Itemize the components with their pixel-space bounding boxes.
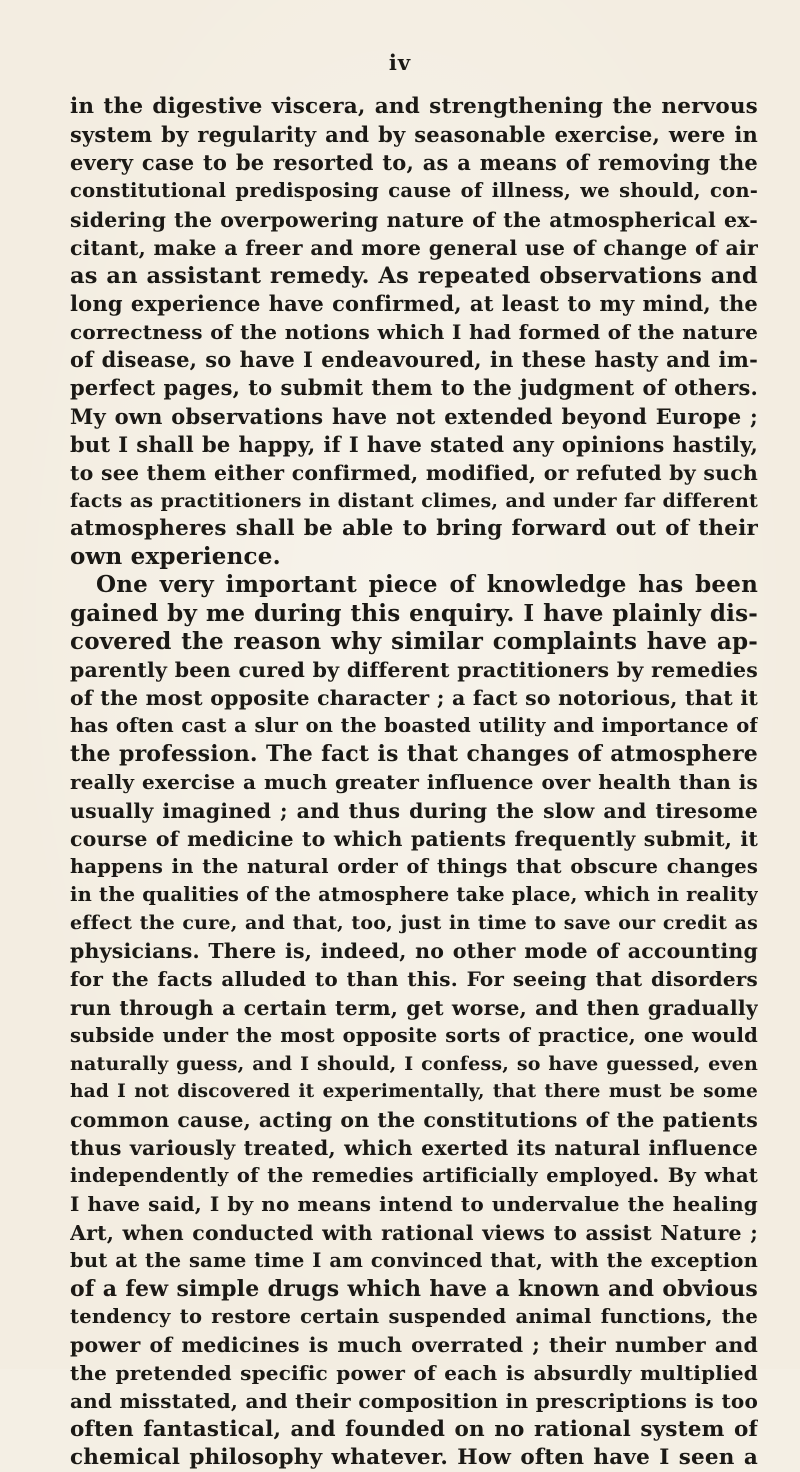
text-line: physicians. There is, indeed, no other mode of accounting (70, 939, 758, 964)
body-text (70, 93, 758, 1472)
text-line: facts as practitioners in distant climes, and under far different (70, 489, 758, 512)
text-line: and misstated, and their composition in prescriptions is too (70, 1389, 758, 1414)
text-line: correctness of the notions which I had formed of the nature (70, 320, 758, 345)
text-line: sidering the overpowering nature of the atmospherical ex- (70, 207, 758, 232)
text-line: naturally guess, and I should, I confess, so have guessed, even (70, 1052, 758, 1075)
text-line: long experience have confirmed, at least to my mind, the (70, 290, 758, 316)
text-line: to see them either confirmed, modified, or refuted by such (70, 460, 758, 485)
text-line: usually imagined ; and thus during the slow and tiresome (70, 798, 758, 823)
text-line: of a few simple drugs which have a known and obvious (70, 1275, 758, 1302)
text-line: gained by me during this enquiry. I have plainly dis- (70, 599, 758, 627)
text-line: common cause, acting on the constitutions of the patients (70, 1108, 758, 1133)
text-line: My own observations have not extended beyond Europe ; (70, 403, 758, 429)
text-line: the profession. The fact is that changes of atmosphere (70, 741, 758, 768)
text-line: had I not discovered it experimentally, that there must be some (70, 1080, 758, 1102)
text-line: but I shall be happy, if I have stated any opinions hastily, (70, 431, 758, 457)
text-line: run through a certain term, get worse, and then gradually (70, 995, 758, 1020)
text-line: effect the cure, and that, too, just in time to save our credit as (70, 912, 758, 935)
text-line: thus variously treated, which exerted its natural influence (70, 1136, 758, 1161)
text-line: but at the same time I am convinced that, with the exception (70, 1248, 758, 1272)
text-line: own experience. (70, 543, 281, 571)
text-line: tendency to restore certain suspended animal functions, the (70, 1305, 758, 1329)
text-line: often fantastical, and founded on no rational system of (70, 1416, 758, 1442)
text-line: I have said, I by no means intend to undervalue the healing (70, 1192, 758, 1217)
text-line: subside under the most opposite sorts of practice, one would (70, 1023, 758, 1047)
text-line: perfect pages, to submit them to the judgment of others. (70, 375, 758, 401)
page-number: iv (388, 50, 412, 75)
text-line: power of medicines is much overrated ; their number and (70, 1333, 758, 1358)
text-line: system by regularity and by seasonable exercise, were in (70, 122, 758, 148)
text-line: has often cast a slur on the boasted utility and importance of (70, 714, 758, 738)
text-line: course of medicine to which patients frequently submit, it (70, 826, 758, 851)
text-line: constitutional predisposing cause of illness, we should, con- (70, 179, 758, 203)
text-line: One very important piece of knowledge has been (96, 571, 758, 599)
text-line: of the most opposite character ; a fact so notorious, that it (70, 685, 758, 710)
text-line: the pretended specific power of each is absurdly multiplied (70, 1361, 758, 1386)
text-line: Art, when conducted with rational views to assist Nature ; (70, 1220, 758, 1245)
text-line: covered the reason why similar complaints have ap- (70, 627, 758, 655)
text-line: parently been cured by different practitioners by remedies (70, 657, 758, 682)
text-line: of disease, so have I endeavoured, in these hasty and im- (70, 347, 758, 373)
text-line: for the facts alluded to than this. For seeing that disorders (70, 967, 758, 992)
text-line: in the digestive viscera, and strengthening the nervous (70, 94, 758, 119)
text-line: atmospheres shall be able to bring forward out of their (70, 516, 758, 542)
text-line: chemical philosophy whatever. How often have I seen a (70, 1444, 758, 1470)
text-line: really exercise a much greater influence over health than is (70, 770, 758, 795)
text-line: every case to be resorted to, as a means of removing the (70, 150, 758, 176)
text-line: in the qualities of the atmosphere take place, which in reality (70, 882, 758, 906)
text-line: independently of the remedies artificially employed. By what (70, 1164, 758, 1188)
text-line: citant, make a freer and more general use of change of air (70, 235, 758, 260)
text-line: as an assistant remedy. As repeated observations and (70, 262, 758, 289)
text-line: happens in the natural order of things that obscure changes (70, 854, 758, 878)
